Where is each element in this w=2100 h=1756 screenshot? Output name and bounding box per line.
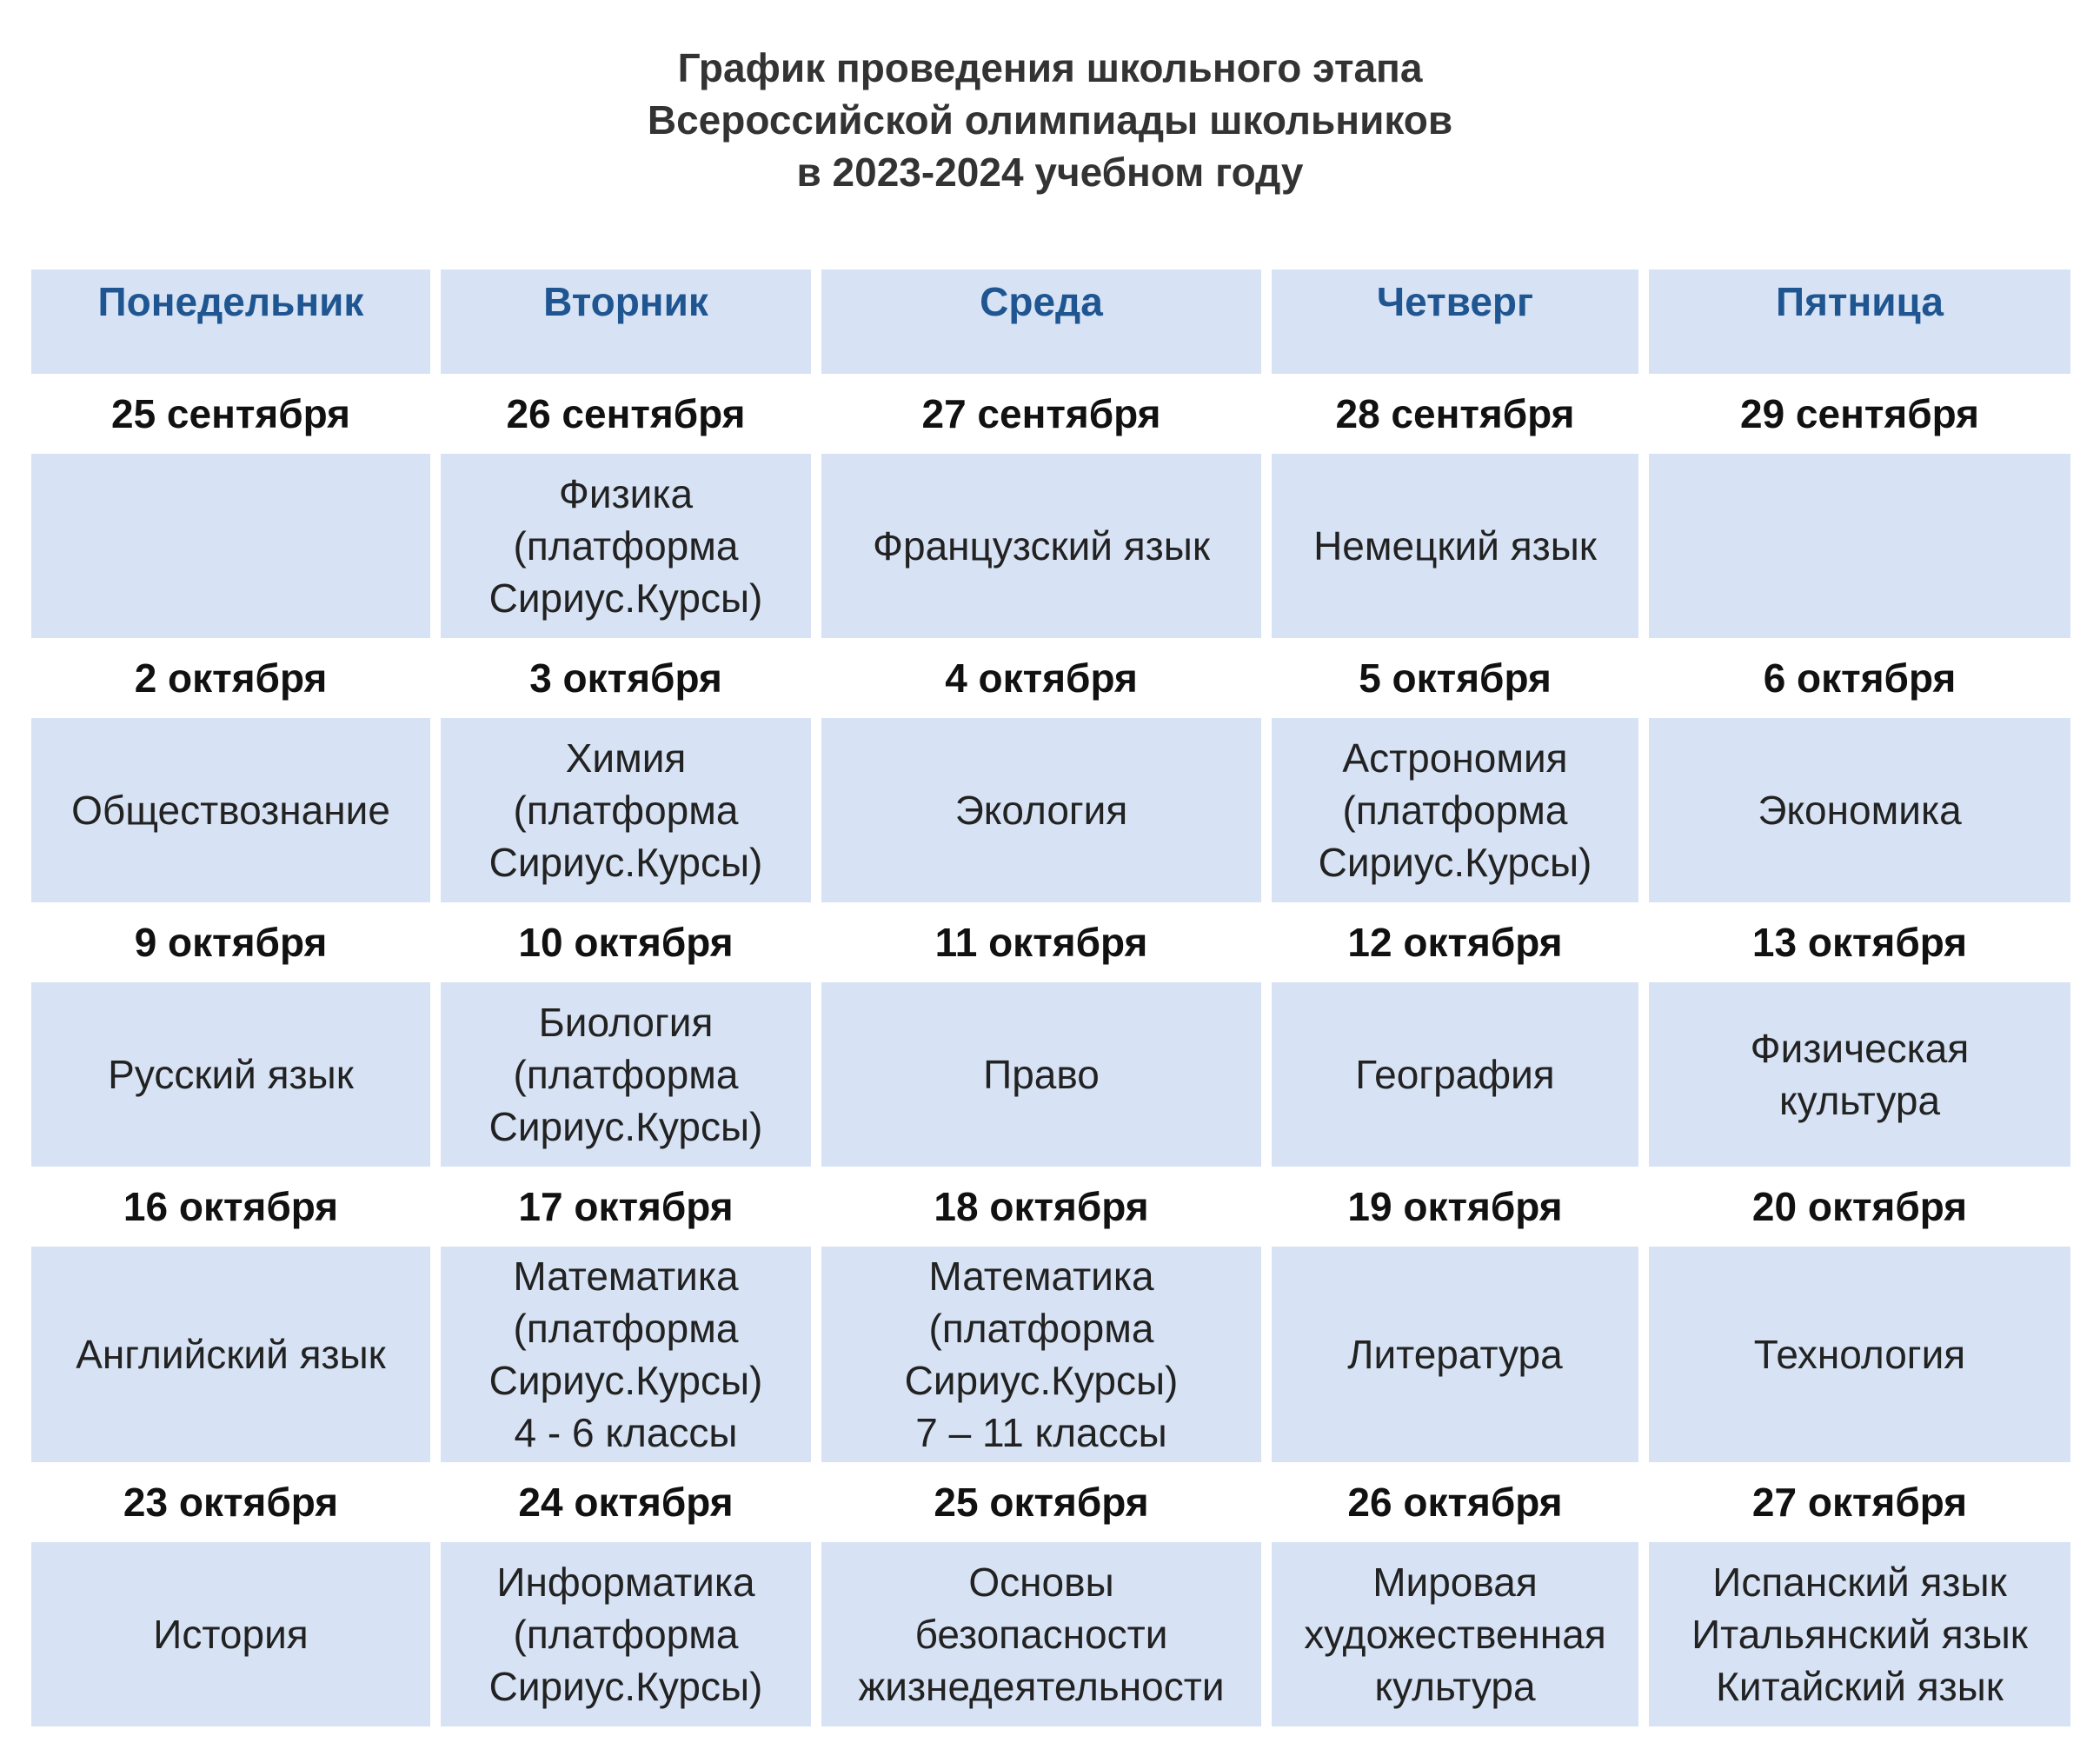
subject-line: (платформа: [513, 1306, 739, 1351]
subject-line: Английский язык: [76, 1332, 386, 1377]
subject-line: культура: [1374, 1664, 1536, 1709]
date-cell-tuesday: 10 октября: [441, 902, 811, 982]
subject-line: Испанский язык: [1712, 1560, 2007, 1605]
subject-line: жизнедеятельности: [858, 1664, 1225, 1709]
subject-line: Математика: [928, 1254, 1154, 1299]
subject-line: (платформа: [513, 523, 739, 569]
subject-cell-wednesday: [821, 982, 1261, 1167]
subject-line: Сириус.Курсы): [904, 1358, 1179, 1403]
day-header-tuesday: Вторник: [441, 269, 811, 374]
date-cell-thursday: 28 сентября: [1272, 374, 1638, 454]
subject-line: Право: [983, 1052, 1100, 1097]
date-cell-thursday: 26 октября: [1272, 1462, 1638, 1542]
subject-line: художественная: [1304, 1612, 1606, 1657]
date-cell-friday: 13 октября: [1649, 902, 2070, 982]
date-cell-monday: 9 октября: [31, 902, 430, 982]
date-cell-wednesday: 25 октября: [821, 1462, 1261, 1542]
subject-cell-wednesday: [821, 718, 1261, 902]
subject-cell-thursday: [1272, 454, 1638, 638]
date-cell-wednesday: 27 сентября: [821, 374, 1261, 454]
subject-line: Математика: [513, 1254, 739, 1299]
subject-line: (платформа: [513, 1052, 739, 1097]
subject-line: культура: [1778, 1078, 1941, 1123]
date-cell-wednesday: 11 октября: [821, 902, 1261, 982]
date-cell-monday: 16 октября: [31, 1167, 430, 1247]
subject-line: Биология: [538, 1000, 714, 1045]
subject-cell-monday: [31, 982, 430, 1167]
subject-cell-wednesday: [821, 454, 1261, 638]
subject-line: Сириус.Курсы): [488, 1664, 763, 1709]
subject-cell-friday: [1649, 454, 2070, 638]
subject-line: История: [153, 1612, 309, 1657]
subject-cell-thursday: [1272, 1542, 1638, 1726]
date-cell-wednesday: 18 октября: [821, 1167, 1261, 1247]
subject-line: Экономика: [1758, 788, 1962, 833]
schedule-table: [31, 269, 2070, 1726]
subject-cell-monday: [31, 1247, 430, 1462]
subject-line: 7 – 11 классы: [915, 1410, 1167, 1455]
subject-cell-friday: [1649, 1542, 2070, 1726]
day-header-thursday: Четверг: [1272, 269, 1638, 374]
subject-line: Физическая: [1750, 1026, 1970, 1071]
subject-line: Сириус.Курсы): [488, 1358, 763, 1403]
date-cell-friday: 6 октября: [1649, 638, 2070, 718]
date-cell-thursday: 5 октября: [1272, 638, 1638, 718]
title-line-3: в 2023-2024 учебном году: [796, 150, 1304, 195]
date-cell-thursday: 19 октября: [1272, 1167, 1638, 1247]
subject-line: Химия: [565, 735, 687, 781]
subject-cell-thursday: [1272, 1247, 1638, 1462]
subject-line: Итальянский язык: [1691, 1612, 2028, 1657]
date-cell-tuesday: 24 октября: [441, 1462, 811, 1542]
subject-cell-tuesday: [441, 1247, 811, 1462]
day-header-friday: Пятница: [1649, 269, 2070, 374]
date-cell-monday: 23 октября: [31, 1462, 430, 1542]
subject-cell-monday: [31, 1542, 430, 1726]
subject-cell-friday: [1649, 982, 2070, 1167]
subject-line: Основы: [968, 1560, 1114, 1605]
subject-cell-monday: [31, 454, 430, 638]
subject-line: (платформа: [513, 788, 739, 833]
subject-cell-friday: [1649, 718, 2070, 902]
date-cell-monday: 25 сентября: [31, 374, 430, 454]
subject-line: Русский язык: [108, 1052, 354, 1097]
subject-line: Французский язык: [873, 523, 1210, 569]
subject-line: Китайский язык: [1716, 1664, 2004, 1709]
subject-cell-thursday: [1272, 718, 1638, 902]
subject-line: Сириус.Курсы): [488, 575, 763, 621]
subject-line: (платформа: [928, 1306, 1154, 1351]
subject-line: Немецкий язык: [1313, 523, 1597, 569]
subject-line: безопасности: [914, 1612, 1168, 1657]
subject-cell-tuesday: [441, 718, 811, 902]
subject-cell-friday: [1649, 1247, 2070, 1462]
subject-line: Сириус.Курсы): [488, 1104, 763, 1149]
subject-cell-monday: [31, 718, 430, 902]
date-cell-tuesday: 3 октября: [441, 638, 811, 718]
subject-cell-wednesday: [821, 1542, 1261, 1726]
date-cell-friday: 29 сентября: [1649, 374, 2070, 454]
title-line-2: Всероссийской олимпиады школьников: [647, 97, 1453, 143]
subject-line: Астрономия: [1342, 735, 1568, 781]
date-cell-tuesday: 17 октября: [441, 1167, 811, 1247]
day-header-monday: Понедельник: [31, 269, 430, 374]
subject-cell-wednesday: [821, 1247, 1261, 1462]
subject-line: Информатика: [496, 1560, 755, 1605]
subject-line: Сириус.Курсы): [488, 840, 763, 885]
subject-line: (платформа: [1342, 788, 1568, 833]
date-cell-monday: 2 октября: [31, 638, 430, 718]
subject-cell-tuesday: [441, 454, 811, 638]
subject-line: Экология: [954, 788, 1128, 833]
subject-cell-thursday: [1272, 982, 1638, 1167]
subject-line: Мировая: [1372, 1560, 1538, 1605]
date-cell-friday: 20 октября: [1649, 1167, 2070, 1247]
subject-line: 4 - 6 классы: [514, 1410, 738, 1455]
subject-line: Технология: [1753, 1332, 1966, 1377]
date-cell-wednesday: 4 октября: [821, 638, 1261, 718]
date-cell-thursday: 12 октября: [1272, 902, 1638, 982]
date-cell-tuesday: 26 сентября: [441, 374, 811, 454]
date-cell-friday: 27 октября: [1649, 1462, 2070, 1542]
subject-cell-tuesday: [441, 1542, 811, 1726]
day-header-wednesday: Среда: [821, 269, 1261, 374]
title-line-1: График проведения школьного этапа: [677, 45, 1423, 90]
subject-line: Обществознание: [71, 788, 390, 833]
subject-line: Литература: [1347, 1332, 1563, 1377]
subject-line: Физика: [558, 471, 694, 516]
subject-cell-tuesday: [441, 982, 811, 1167]
subject-line: (платформа: [513, 1612, 739, 1657]
subject-line: Сириус.Курсы): [1318, 840, 1592, 885]
subject-line: География: [1355, 1052, 1555, 1097]
page-title: [0, 42, 2100, 198]
